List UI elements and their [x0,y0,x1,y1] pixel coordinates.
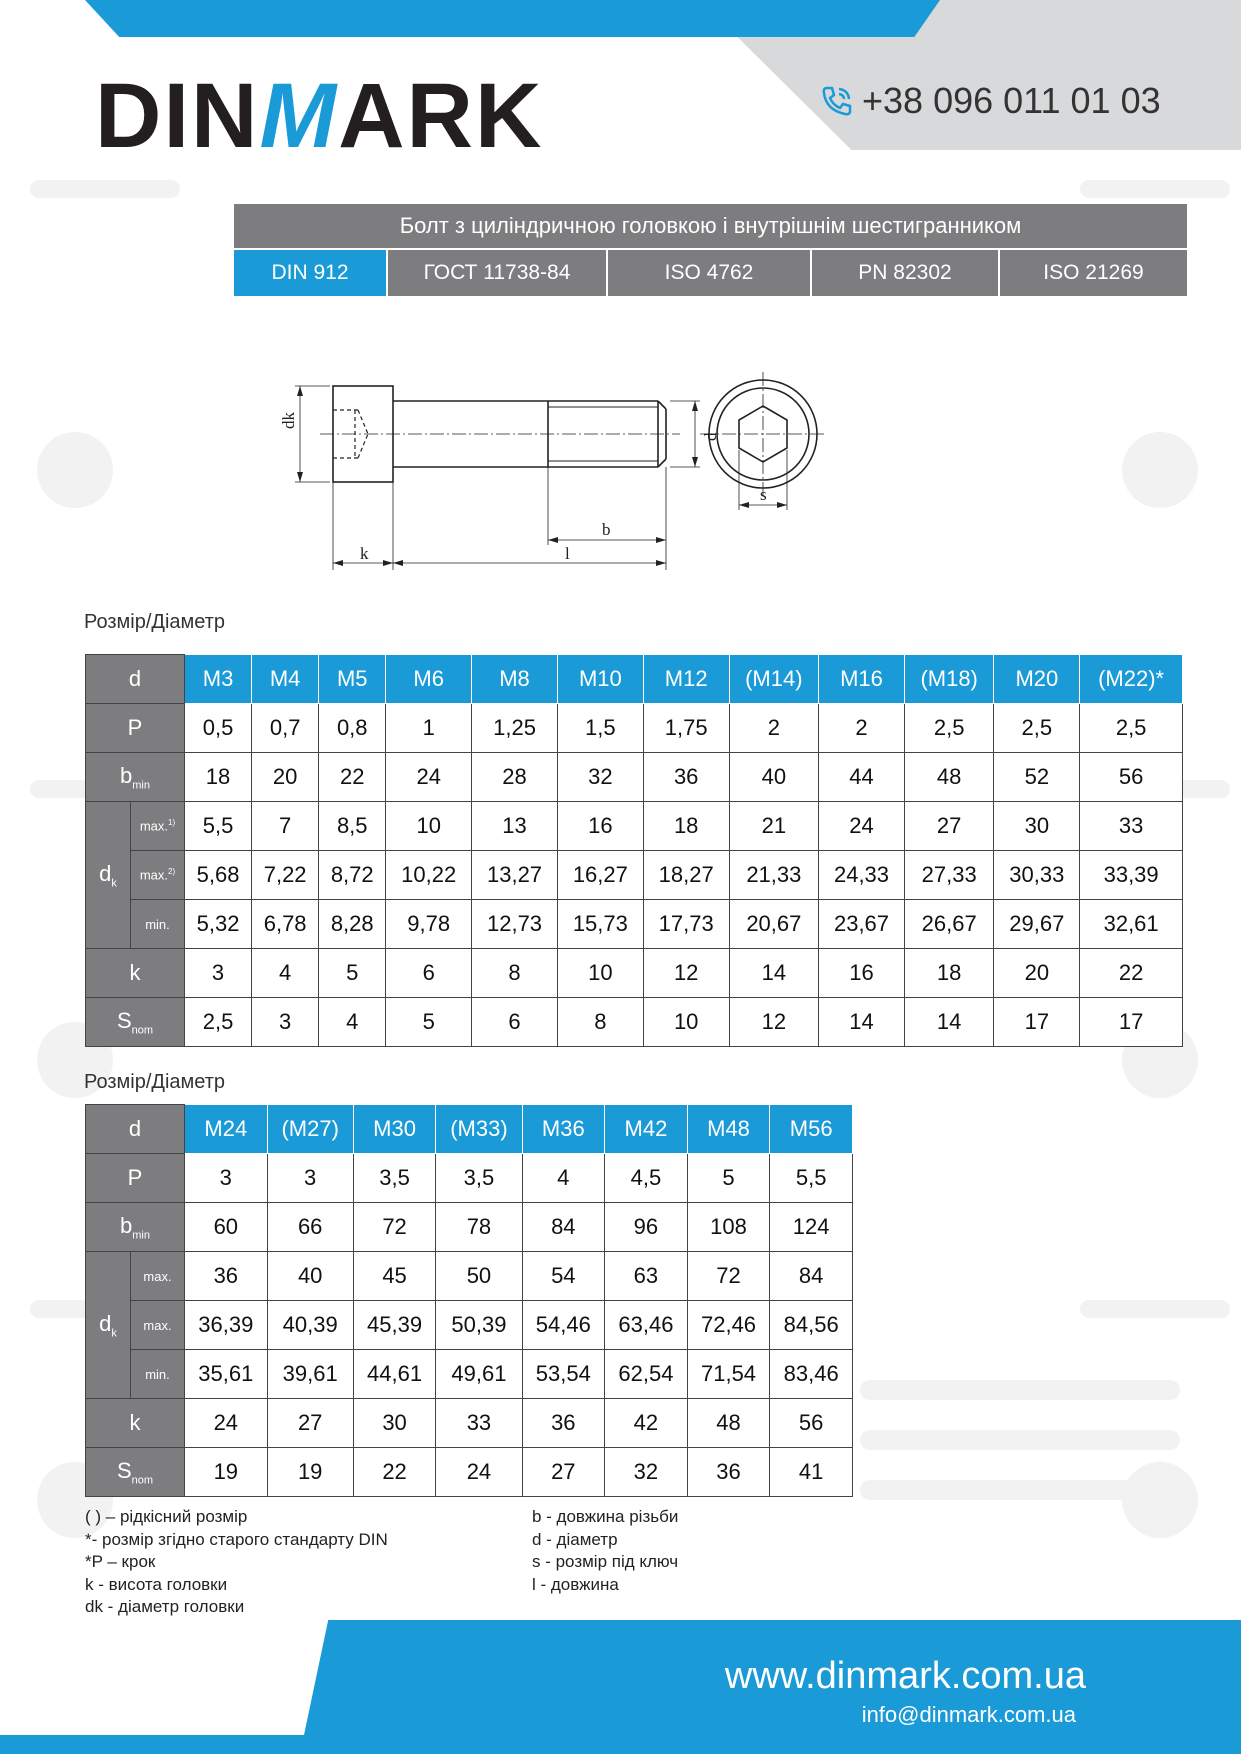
table-cell: 30 [353,1399,436,1448]
note-item: ( ) – рідкісний розмір [85,1507,248,1526]
standard-tab-gost[interactable]: ГОСТ 11738-84 [388,250,608,296]
head-p: P [86,704,185,753]
standard-tab-pn[interactable]: PN 82302 [812,250,1000,296]
table1-row-sizes [86,655,1183,704]
dinmark-logo [95,65,544,167]
table1-row-b [86,753,1183,802]
table-cell: 30,33 [994,851,1080,900]
table-cell: 24 [819,802,905,851]
table-cell: 54,46 [522,1301,605,1350]
table2-row-dkmax1 [86,1252,853,1301]
table-cell: 17 [994,998,1080,1047]
table-cell: 3,5 [436,1154,522,1203]
table-cell: 26,67 [904,900,994,949]
table-cell: 0,8 [319,704,386,753]
logo-text-m: M [259,65,339,167]
table-cell: 6 [386,949,472,998]
table-cell: 3 [267,1154,353,1203]
table-cell: 66 [267,1203,353,1252]
table-cell: 1 [386,704,472,753]
table-cell: 42 [605,1399,688,1448]
label-s: s [760,485,767,504]
table-cell: 24 [185,1399,268,1448]
table-cell: 72 [687,1252,770,1301]
table-cell: 4 [319,998,386,1047]
table-cell: 1,75 [643,704,729,753]
table-cell: 33 [436,1399,522,1448]
table-cell: 3 [185,949,252,998]
table-cell: 36 [687,1448,770,1497]
table-cell: 32 [605,1448,688,1497]
table-cell: 32 [557,753,643,802]
table-cell: 108 [687,1203,770,1252]
note-item: d - діаметр [532,1529,618,1549]
table-cell: 52 [994,753,1080,802]
notes-left [85,1506,388,1619]
table1-row-dkmax1 [86,802,1183,851]
standard-tab-din[interactable]: DIN 912 [234,250,388,296]
table-cell: 45,39 [353,1301,436,1350]
label-l: l [565,544,570,563]
table-cell: 3 [252,998,319,1047]
size-header-cell: M16 [819,655,905,704]
table-cell: 72,46 [687,1301,770,1350]
table-cell: 18 [185,753,252,802]
table2-row-s [86,1448,853,1497]
size-header-cell: M48 [687,1105,770,1154]
table2-label: Розмір/Діаметр [84,1071,226,1093]
head-k: k [86,1399,185,1448]
table-cell: 24,33 [819,851,905,900]
size-header-cell: M10 [557,655,643,704]
table-cell: 72 [353,1203,436,1252]
table2-row-dkmin [86,1350,853,1399]
table-cell: 3 [185,1154,268,1203]
size-header-cell: M4 [252,655,319,704]
table-cell: 1,25 [472,704,558,753]
table-cell: 40 [267,1252,353,1301]
table-cell: 0,5 [185,704,252,753]
table-cell: 17,73 [643,900,729,949]
standards-bar [234,250,1187,296]
table-cell: 13,27 [472,851,558,900]
table1-row-p [86,704,1183,753]
table-cell: 28 [472,753,558,802]
table-cell: 35,61 [185,1350,268,1399]
table1-row-dkmin [86,900,1183,949]
head-b: $b_{min}$ [86,1203,185,1252]
table-cell: 16 [819,949,905,998]
head-s: $S_{nom}$ [86,1448,185,1497]
table-cell: 23,67 [819,900,905,949]
table-cell: 8,28 [319,900,386,949]
table-cell: 50,39 [436,1301,522,1350]
table-cell: 20,67 [729,900,819,949]
table-cell: 20 [252,753,319,802]
table2-row-sizes [86,1105,853,1154]
top-blue-band [85,0,940,37]
table-cell: 21,33 [729,851,819,900]
logo-text-left: DIN [95,65,260,167]
table-cell: 2 [819,704,905,753]
note-item: *P – крок [85,1552,156,1571]
size-header-cell: M6 [386,655,472,704]
table1-row-k [86,949,1183,998]
size-header-cell: (M18) [904,655,994,704]
phone-contact[interactable] [820,80,1161,122]
table-cell: 10,22 [386,851,472,900]
table-cell: 62,54 [605,1350,688,1399]
table-cell: 36 [643,753,729,802]
table-cell: 14 [904,998,994,1047]
table-cell: 12,73 [472,900,558,949]
table-cell: 48 [687,1399,770,1448]
table-cell: 40,39 [267,1301,353,1350]
head-p: P [86,1154,185,1203]
table1-label: Розмір/Діаметр [84,611,226,633]
head-k: k [86,949,185,998]
table-cell: 54 [522,1252,605,1301]
table-cell: 16 [557,802,643,851]
table-cell: 41 [770,1448,853,1497]
table-cell: 83,46 [770,1350,853,1399]
size-header-cell: (M14) [729,655,819,704]
table-cell: 84 [522,1203,605,1252]
bolt-technical-drawing [260,370,910,585]
table-cell: 29,67 [994,900,1080,949]
table-cell: 2,5 [1080,704,1183,753]
table-cell: 1,5 [557,704,643,753]
size-header-cell: (M22)* [1080,655,1183,704]
table-cell: 71,54 [687,1350,770,1399]
note-item: dk - діаметр головки [85,1597,245,1616]
size-header-cell: M42 [605,1105,688,1154]
table-cell: 9,78 [386,900,472,949]
table-cell: 50 [436,1252,522,1301]
head-min: min. [131,900,185,949]
email-link[interactable]: info@dinmark.com.ua [861,1702,1076,1727]
table1-row-s [86,998,1183,1047]
table-cell: 5 [386,998,472,1047]
size-header-cell: M8 [472,655,558,704]
table-cell: 27 [904,802,994,851]
label-d: d [701,432,720,441]
table-cell: 49,61 [436,1350,522,1399]
table-cell: 39,61 [267,1350,353,1399]
table2-row-k [86,1399,853,1448]
table-cell: 7,22 [252,851,319,900]
table-cell: 27,33 [904,851,994,900]
note-item: l - довжина [532,1574,619,1594]
table2-row-b [86,1203,853,1252]
notes-right [532,1506,678,1596]
table-cell: 30 [994,802,1080,851]
table-cell: 84,56 [770,1301,853,1350]
footer-strip [0,1735,1241,1754]
table-cell: 60 [185,1203,268,1252]
note-item: b - довжина різьби [532,1507,679,1526]
label-k: k [360,544,369,563]
product-title: Болт з циліндричною головкою і внутрішнім шестигранником [234,204,1187,248]
table-cell: 15,73 [557,900,643,949]
size-header-cell: M12 [643,655,729,704]
head-dk: $d_k$ [86,802,131,949]
table-cell: 22 [1080,949,1183,998]
logo-text-right: ARK [338,65,544,167]
table-cell: 12 [729,998,819,1047]
table-cell: 2,5 [904,704,994,753]
note-item: s - розмір під ключ [532,1552,679,1571]
table-cell: 14 [729,949,819,998]
standard-tab-iso4762[interactable]: ISO 4762 [608,250,812,296]
size-header-cell: M5 [319,655,386,704]
table-cell: 78 [436,1203,522,1252]
table-cell: 56 [770,1399,853,1448]
head-max2: max. [131,1301,185,1350]
table-cell: 24 [436,1448,522,1497]
note-item: k - висота головки [85,1574,228,1594]
website-link[interactable]: www.dinmark.com.ua [724,1655,1086,1697]
phone-icon [820,84,854,118]
table-cell: 5,32 [185,900,252,949]
table-cell: 27 [522,1448,605,1497]
table-cell: 45 [353,1252,436,1301]
label-b: b [602,520,611,539]
table-cell: 19 [185,1448,268,1497]
table-cell: 6,78 [252,900,319,949]
table1-row-dkmax2 [86,851,1183,900]
table-cell: 2,5 [994,704,1080,753]
table-cell: 8 [472,949,558,998]
table-cell: 124 [770,1203,853,1252]
table-cell: 84 [770,1252,853,1301]
table-cell: 18 [904,949,994,998]
table-cell: 32,61 [1080,900,1183,949]
label-dk: dk [279,412,298,429]
table-cell: 96 [605,1203,688,1252]
table-cell: 20 [994,949,1080,998]
table-cell: 56 [1080,753,1183,802]
table-cell: 5,5 [185,802,252,851]
table-cell: 4 [252,949,319,998]
table-cell: 6 [472,998,558,1047]
head-dk: $d_k$ [86,1252,131,1399]
size-header-cell: M30 [353,1105,436,1154]
table-cell: 8 [557,998,643,1047]
table-cell: 5 [687,1154,770,1203]
note-item: *- розмір згідно старого стандарту DIN [85,1529,388,1549]
size-header-cell: M24 [185,1105,268,1154]
table2-dimensions [85,1104,853,1497]
table-cell: 48 [904,753,994,802]
table-cell: 24 [386,753,472,802]
table-cell: 19 [267,1448,353,1497]
table-cell: 2 [729,704,819,753]
table-cell: 53,54 [522,1350,605,1399]
table-cell: 27 [267,1399,353,1448]
table-cell: 36 [185,1252,268,1301]
phone-number: +38 096 011 01 03 [862,80,1161,121]
table-cell: 16,27 [557,851,643,900]
table-cell: 7 [252,802,319,851]
table-cell: 36,39 [185,1301,268,1350]
size-header-cell: M3 [185,655,252,704]
head-d: d [86,655,185,704]
table-cell: 63 [605,1252,688,1301]
head-max2: max.$^{2)}$ [131,851,185,900]
table-cell: 5 [319,949,386,998]
table-cell: 5,5 [770,1154,853,1203]
table2-row-p [86,1154,853,1203]
table-cell: 33 [1080,802,1183,851]
size-header-cell: (M33) [436,1105,522,1154]
table-cell: 33,39 [1080,851,1183,900]
table-cell: 0,7 [252,704,319,753]
table-cell: 22 [319,753,386,802]
table-cell: 18 [643,802,729,851]
table-cell: 8,72 [319,851,386,900]
size-header-cell: M20 [994,655,1080,704]
table-cell: 13 [472,802,558,851]
table-cell: 10 [643,998,729,1047]
table-cell: 2,5 [185,998,252,1047]
table1-dimensions [85,654,1183,1047]
head-s: $S_{nom}$ [86,998,185,1047]
head-b: $b_{min}$ [86,753,185,802]
standard-tab-iso21269[interactable]: ISO 21269 [1000,250,1187,296]
table-cell: 44,61 [353,1350,436,1399]
table-cell: 22 [353,1448,436,1497]
table-cell: 36 [522,1399,605,1448]
table-cell: 14 [819,998,905,1047]
size-header-cell: M36 [522,1105,605,1154]
table-cell: 40 [729,753,819,802]
table-cell: 4 [522,1154,605,1203]
head-d: d [86,1105,185,1154]
table-cell: 10 [386,802,472,851]
table-cell: 5,68 [185,851,252,900]
head-max1: max.$^{1)}$ [131,802,185,851]
head-min: min. [131,1350,185,1399]
table-cell: 17 [1080,998,1183,1047]
size-header-cell: (M27) [267,1105,353,1154]
table-cell: 63,46 [605,1301,688,1350]
size-header-cell: M56 [770,1105,853,1154]
table-cell: 44 [819,753,905,802]
table-cell: 10 [557,949,643,998]
table-cell: 4,5 [605,1154,688,1203]
table-cell: 12 [643,949,729,998]
table-cell: 21 [729,802,819,851]
table-cell: 3,5 [353,1154,436,1203]
table-cell: 8,5 [319,802,386,851]
head-max1: max. [131,1252,185,1301]
table2-row-dkmax2 [86,1301,853,1350]
table-cell: 18,27 [643,851,729,900]
